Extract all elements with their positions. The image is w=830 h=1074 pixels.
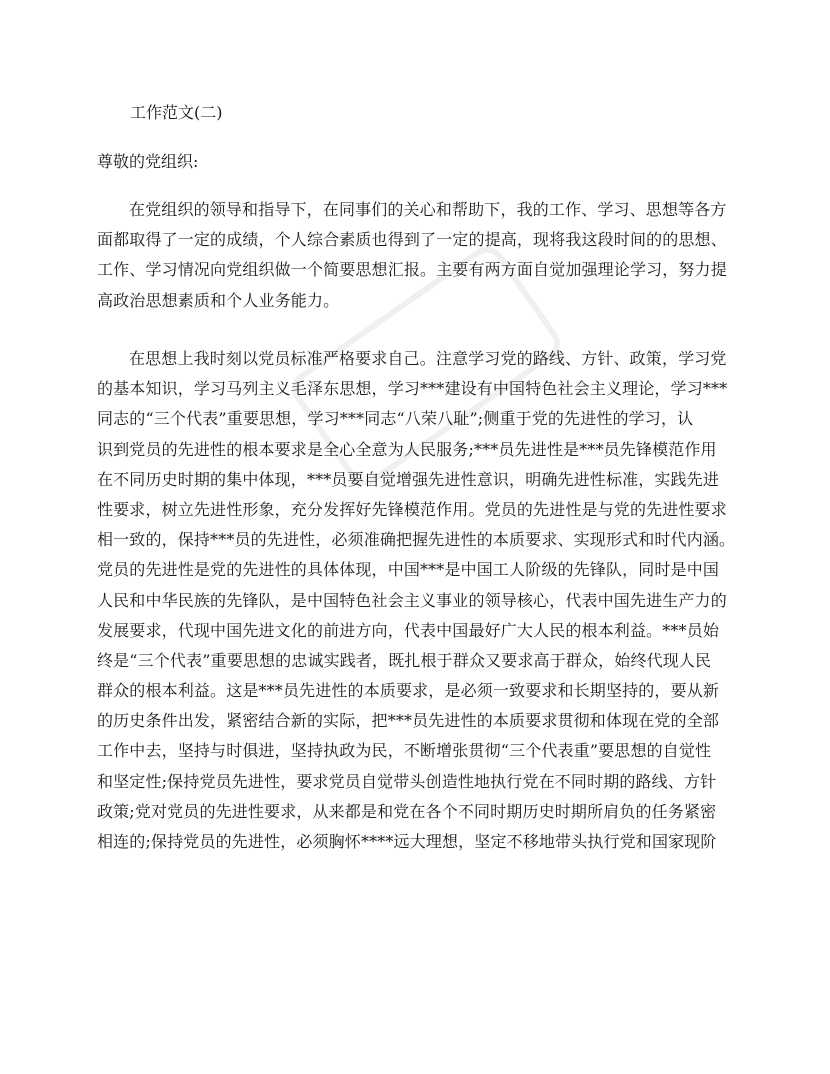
paragraph-1 bbox=[97, 195, 747, 316]
paragraph-line: 发展要求，代现中国先进文化的前进方向，代表中国最好广大人民的根本利益。***员始 bbox=[97, 620, 720, 640]
paragraph-line: 的历史条件出发，紧密结合新的实际，把***员先进性的本质要求贯彻和体现在党的全部 bbox=[97, 711, 720, 731]
paragraph-line: 政策;党对党员的先进性要求，从来都是和党在各个不同时期历史时期所肩负的任务紧密 bbox=[97, 801, 717, 821]
paragraph-line: 相一致的，保持***员的先进性，必须准确把握先进性的本质要求、实现形式和时代内涵。 bbox=[97, 530, 736, 550]
paragraph-line: 在思想上我时刻以党员标准严格要求自己。注意学习党的路线、方针、政策，学习党 bbox=[129, 349, 727, 368]
paragraph-line: 性要求，树立先进性形象，充分发挥好先锋模范作用。党员的先进性是与党的先进性要求 bbox=[97, 499, 727, 519]
paragraph-line: 在不同历史时期的集中体现，***员要自觉增强先进性意识，明确先进性标准，实践先进 bbox=[97, 469, 720, 489]
paragraph-line: 工作、学习情况向党组织做一个简要思想汇报。主要有两方面自觉加强理论学习，努力提 bbox=[97, 260, 727, 280]
paragraph-line: 面都取得了一定的成绩，个人综合素质也得到了一定的提高，现将我这段时间的的思想、 bbox=[97, 230, 727, 250]
paragraph-line: 党员的先进性是党的先进性的具体体现，中国***是中国工人阶级的先锋队，同时是中国 bbox=[97, 560, 720, 580]
paragraph-line: 同志的“三个代表”重要思想，学习***同志“八荣八耻”;侧重于党的先进性的学习，认 bbox=[97, 409, 694, 429]
paragraph-line: 终是“三个代表”重要思想的忠诚实践者，既扎根于群众又要求高于群众，始终代现人民 bbox=[97, 650, 712, 670]
paragraph-line: 的基本知识，学习马列主义毛泽东思想，学习***建设有中国特色社会主义理论，学习*** bbox=[97, 379, 728, 399]
paragraph-line: 相连的;保持党员的先进性，必须胸怀****远大理想，坚定不移地带头执行党和国家现阶 bbox=[97, 832, 717, 851]
paragraph-line: 人民和中华民族的先锋队，是中国特色社会主义事业的领导核心，代表中国先进生产力的 bbox=[97, 590, 727, 610]
paragraph-line: 在党组织的领导和指导下，在同事们的关心和帮助下，我的工作、学习、思想等各方 bbox=[129, 200, 727, 219]
paragraph-line: 和坚定性;保持党员先进性，要求党员自觉带头创造性地执行党在不同时期的路线、方针 bbox=[97, 771, 717, 791]
paragraph-line: 工作中去，坚持与时俱进，坚持执政为民，不断增张贯彻“三个代表重”要思想的自觉性 bbox=[97, 741, 712, 761]
paragraph-line: 高政治思想素质和个人业务能力。 bbox=[97, 290, 340, 310]
paragraph-line: 群众的根本利益。这是***员先进性的本质要求，是必须一致要求和长期坚持的，要从新 bbox=[97, 681, 720, 701]
paragraph-2 bbox=[97, 344, 747, 857]
document-title: 工作范文(二) bbox=[130, 103, 223, 122]
salutation: 尊敬的党组织: bbox=[97, 152, 199, 171]
paragraph-line: 识到党员的先进性的根本要求是全心全意为人民服务;***员先进性是***员先锋模范作用 bbox=[97, 439, 717, 459]
